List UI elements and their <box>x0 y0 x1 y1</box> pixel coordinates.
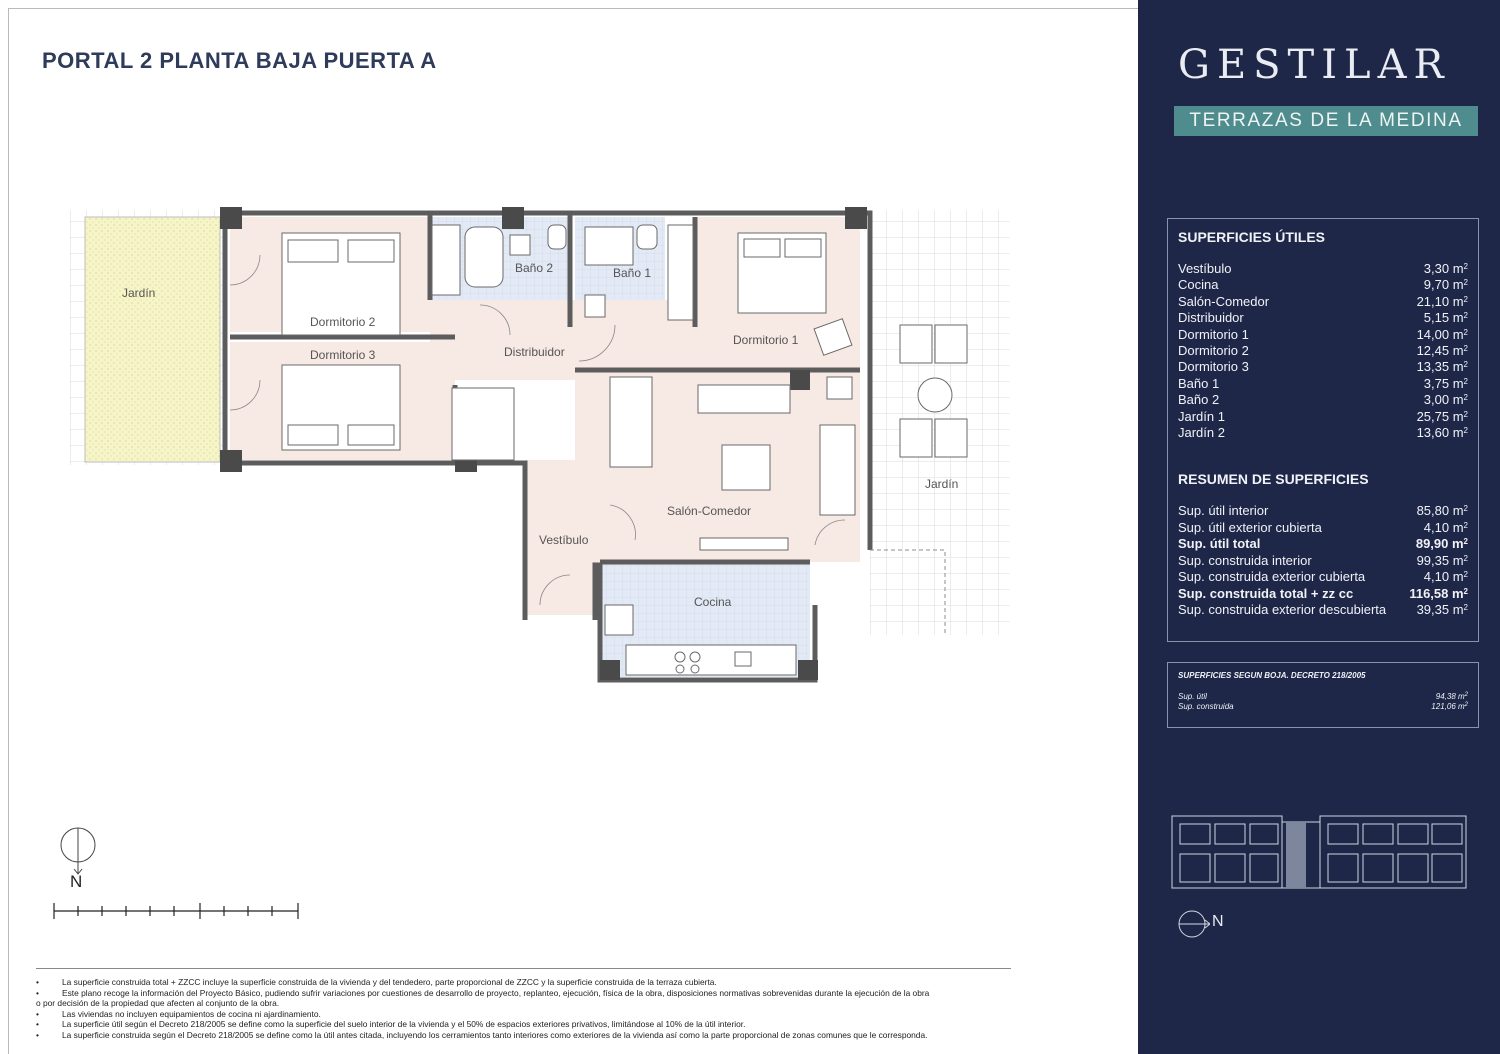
label-cocina: Cocina <box>694 595 732 609</box>
note-4: • La superficie útil según el Decreto 218/2005 se define como la superficie del suelo interior de la vivienda y el 50% de espacios exteriores privativos, limitándose al 10% de la útil interior. <box>36 1019 1011 1030</box>
label-bano-2: Baño 2 <box>515 261 554 275</box>
label-jardin-right: Jardín <box>925 477 959 491</box>
note-5: • La superficie construida según el Decreto 218/2005 se define como la útil antes citada, incluyendo los cerramientos tanto interiores como exteriores de la vivienda así como la parte proporcional de zonas comunes que le corresponda. <box>36 1030 1011 1041</box>
utiles-row: Jardín 1 25,75 $m^2$ <box>1178 408 1468 424</box>
scale-bar <box>52 902 302 924</box>
areas-box <box>1167 218 1479 642</box>
utiles-heading: SUPERFICIES ÚTILES <box>1178 229 1326 245</box>
note-1: • La superficie construida total + ZZCC incluye la superficie construida de la vivienda y del tendedero, parte proporcional de ZZCC y la superficie construida de la terraza cubierta. <box>36 977 1011 988</box>
key-plan <box>1170 814 1470 894</box>
resumen-row: Sup. construida total + zz cc 116,58 $m^2$ <box>1178 585 1468 601</box>
utiles-row: Vestíbulo 3,30 $m^2$ <box>1178 261 1468 276</box>
utiles-row: Jardín 2 13,60 $m^2$ <box>1178 425 1468 441</box>
utiles-row: Dormitorio 3 13,35 $m^2$ <box>1178 359 1468 375</box>
label-dormitorio-1: Dormitorio 1 <box>733 333 799 347</box>
resumen-row: Sup. construida exterior descubierta 39,35 $m^2$ <box>1178 601 1468 617</box>
utiles-row: Baño 1 3,75 $m^2$ <box>1178 375 1468 391</box>
utiles-row: Dormitorio 1 14,00 $m^2$ <box>1178 326 1468 342</box>
legal-notes <box>36 968 1011 1041</box>
project-name: TERRAZAS DE LA MEDINA <box>1174 106 1478 136</box>
note-2: • Este plano recoge la información del Proyecto Básico, pudiendo sufrir variaciones por cuestiones de desarrollo de proyecto, replanteo, ejecución, física de la obra, disposiciones normativas sobrevenidas durante la ejecución de la obra <box>36 988 1011 999</box>
label-distribuidor: Distribuidor <box>504 345 565 359</box>
resumen-row: Sup. construida interior 99,35 $m^2$ <box>1178 552 1468 568</box>
resumen-row: Sup. útil exterior cubierta 4,10 $m^2$ <box>1178 519 1468 535</box>
key-north-icon <box>1176 909 1210 939</box>
resumen-heading: RESUMEN DE SUPERFICIES <box>1178 471 1369 488</box>
decreto-row: Sup. construida 121,06 $m^2$ <box>1178 702 1468 711</box>
utiles-row: Distribuidor 5,15 $m^2$ <box>1178 310 1468 326</box>
utiles-row: Dormitorio 2 12,45 $m^2$ <box>1178 343 1468 359</box>
resumen-row: Sup. útil interior 85,80 $m^2$ <box>1178 503 1468 519</box>
info-panel <box>1138 0 1500 1054</box>
label-dormitorio-2: Dormitorio 2 <box>310 315 376 329</box>
key-north-label: N <box>1212 913 1224 930</box>
utiles-table <box>1178 261 1468 441</box>
decreto-heading: SUPERFICIES SEGUN BOJA. DECRETO 218/2005 <box>1178 671 1366 680</box>
label-salon: Salón-Comedor <box>667 504 752 518</box>
brand-logo: GESTILAR <box>1178 42 1451 88</box>
label-bano-1: Baño 1 <box>613 266 652 280</box>
floor-plan <box>70 205 1015 690</box>
utiles-row: Cocina 9,70 $m^2$ <box>1178 277 1468 293</box>
label-jardin-left: Jardín <box>122 286 156 300</box>
garden-left <box>85 217 220 462</box>
page-title: PORTAL 2 PLANTA BAJA PUERTA A <box>42 48 437 73</box>
label-dormitorio-3: Dormitorio 3 <box>310 348 376 362</box>
decreto-row: Sup. útil 94,38 $m^2$ <box>1178 692 1468 701</box>
utiles-row: Salón-Comedor 21,10 $m^2$ <box>1178 293 1468 309</box>
utiles-row: Baño 2 3,00 $m^2$ <box>1178 392 1468 408</box>
decreto-box <box>1167 662 1479 728</box>
key-plan-highlight <box>1286 822 1306 888</box>
north-label: N <box>70 872 83 891</box>
resumen-table <box>1178 503 1468 618</box>
resumen-row: Sup. útil total 89,90 $m^2$ <box>1178 536 1468 552</box>
note-3: • Las viviendas no incluyen equipamientos de cocina ni ajardinamiento. <box>36 1009 1011 1020</box>
note-2-cont: o por decisión de la propiedad que afecten al conjunto de la obra. <box>36 998 280 1009</box>
resumen-row: Sup. construida exterior cubierta 4,10 $m^2$ <box>1178 569 1468 585</box>
label-vestibulo: Vestíbulo <box>539 533 589 547</box>
